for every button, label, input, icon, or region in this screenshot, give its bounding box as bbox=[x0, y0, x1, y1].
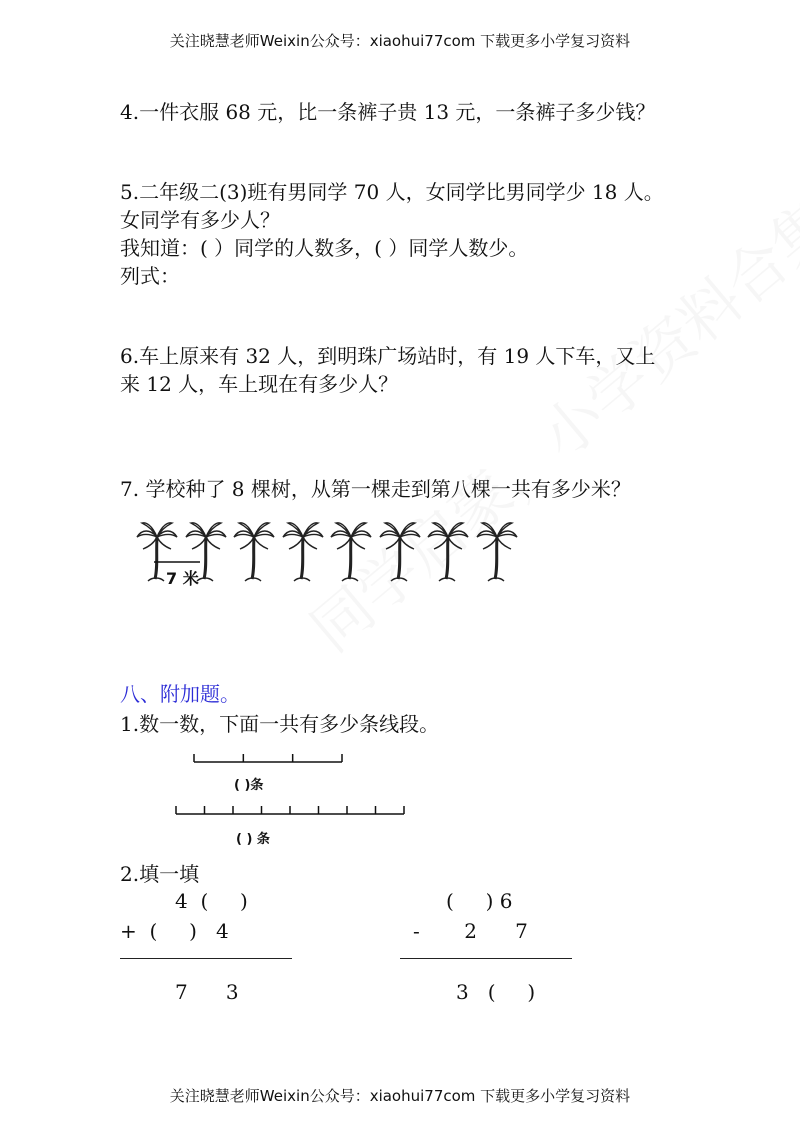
right-row1: ( ) 6 bbox=[446, 889, 513, 913]
question-4: 4.一件衣服 68 元，比一条裤子贵 13 元，一条裤子多少钱？ bbox=[120, 100, 656, 124]
question-5-line2: 女同学有多少人？ bbox=[120, 208, 280, 232]
palm-tree-icon bbox=[328, 517, 374, 585]
left-result: 7 3 bbox=[175, 980, 239, 1004]
segment-question: 1.数一数，下面一共有多少条线段。 bbox=[120, 712, 440, 736]
right-row2: - 2 7 bbox=[413, 919, 528, 943]
section-8-title: 八、附加题。 bbox=[120, 682, 240, 706]
right-result: 3 ( ) bbox=[456, 980, 536, 1004]
segment-answer-2: ( ) 条 bbox=[236, 832, 270, 847]
segment-answer-1: ( )条 bbox=[234, 778, 264, 793]
right-rule bbox=[400, 958, 572, 959]
fill-in-title: 2.填一填 bbox=[120, 862, 200, 886]
palm-tree-icon bbox=[231, 517, 277, 585]
question-5-line3: 我知道：( ）同学的人数多，( ）同学人数少。 bbox=[120, 236, 529, 260]
question-5-line4: 列式： bbox=[120, 264, 180, 288]
question-5-line1: 5.二年级二(3)班有男同学 70 人，女同学比男同学少 18 人。 bbox=[120, 180, 664, 204]
question-6-line1: 6.车上原来有 32 人，到明珠广场站时，有 19 人下车，又上 bbox=[120, 344, 656, 368]
left-row2: + ( ) 4 bbox=[120, 919, 229, 943]
segment-figure-1 bbox=[190, 748, 350, 772]
question-6-line2: 来 12 人，车上现在有多少人？ bbox=[120, 372, 399, 396]
page-header: 关注晓慧老师Weixin公众号：xiaohui77com 下载更多小学复习资料 bbox=[169, 32, 631, 50]
palm-tree-icon bbox=[377, 517, 423, 585]
question-7: 7. 学校种了 8 棵树，从第一棵走到第八棵一共有多少米？ bbox=[120, 477, 631, 501]
palm-tree-icon bbox=[474, 517, 520, 585]
segment-figure-2 bbox=[172, 800, 412, 824]
distance-label: 7 米 bbox=[166, 569, 199, 588]
page-footer: 关注晓慧老师Weixin公众号：xiaohui77com 下载更多小学复习资料 bbox=[169, 1087, 631, 1105]
left-row1: 4 ( ) bbox=[175, 889, 248, 913]
palm-tree-icon bbox=[425, 517, 471, 585]
left-rule bbox=[120, 958, 292, 959]
palm-tree-icon bbox=[280, 517, 326, 585]
